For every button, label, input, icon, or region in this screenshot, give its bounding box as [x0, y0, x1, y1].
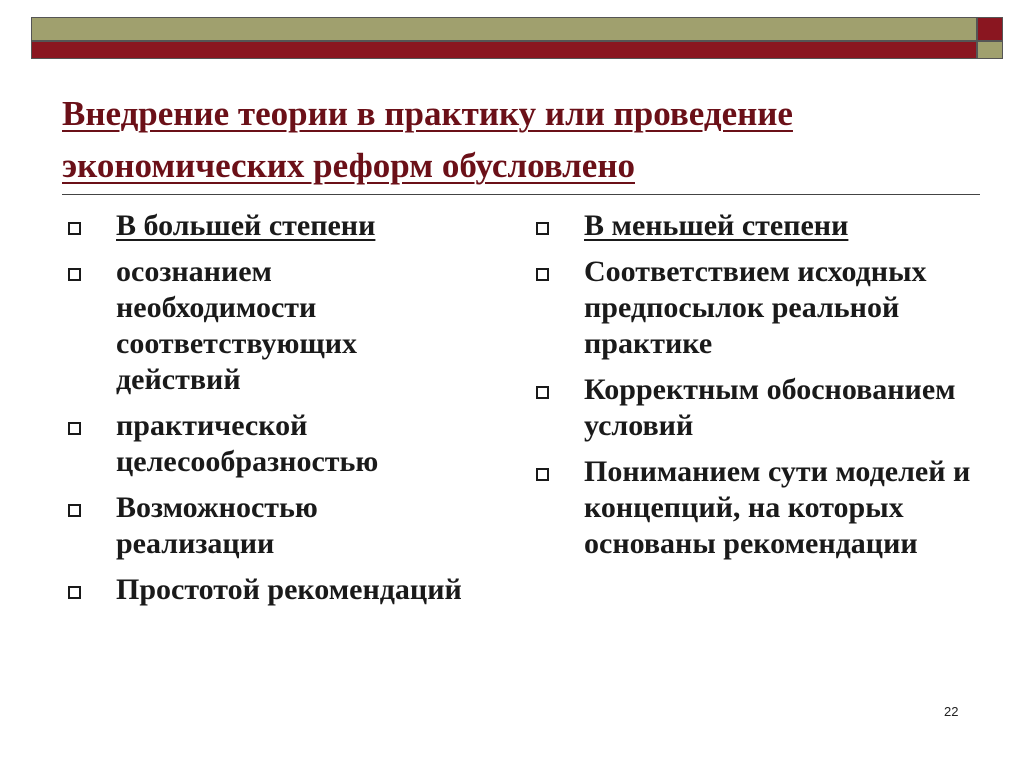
hollow-square-bullet-icon: [536, 386, 549, 399]
right-column-list: [534, 208, 984, 572]
header-band-bottom: [31, 41, 977, 59]
hollow-square-bullet-icon: [68, 222, 81, 235]
list-item-text: В меньшей степени: [584, 209, 849, 242]
slide-title-line-1: Внедрение теории в практику или проведение: [62, 94, 793, 133]
hollow-square-bullet-icon: [68, 268, 81, 281]
hollow-square-bullet-icon: [68, 422, 81, 435]
list-item-text: В большей степени: [116, 209, 376, 242]
hollow-square-bullet-icon: [536, 468, 549, 481]
list-item-text: Корректным обоснованием условий: [584, 373, 956, 442]
slide-title-line-2: экономических реформ обусловлено: [62, 146, 635, 185]
page-number: 22: [944, 704, 959, 719]
list-item: [66, 490, 466, 562]
hollow-square-bullet-icon: [536, 222, 549, 235]
list-item: [66, 408, 466, 480]
header-band-top: [31, 17, 977, 41]
header-corner-square-top: [977, 17, 1003, 41]
list-item: [534, 254, 984, 362]
list-item: [534, 454, 984, 562]
slide-title: [62, 88, 992, 192]
hollow-square-bullet-icon: [536, 268, 549, 281]
hollow-square-bullet-icon: [68, 504, 81, 517]
list-item-text: Пониманием сути моделей и концепций, на которых основаны рекомендации: [584, 455, 971, 560]
header-corner-square-bottom: [977, 41, 1003, 59]
hollow-square-bullet-icon: [68, 586, 81, 599]
list-item-text: практической целесообразностью: [116, 409, 379, 478]
list-item-heading: [66, 208, 466, 244]
list-item-text: Соответствием исходных предпосылок реальной практике: [584, 255, 927, 360]
list-item-heading: [534, 208, 984, 244]
list-item: [534, 372, 984, 444]
title-divider: [62, 194, 980, 195]
list-item: [66, 254, 466, 398]
list-item-text: осознанием необходимости соответствующих действий: [116, 255, 358, 396]
left-column-list: [66, 208, 466, 618]
list-item-text: Возможностью реализации: [116, 491, 318, 560]
list-item: [66, 572, 466, 608]
list-item-text: Простотой рекомендаций: [116, 573, 462, 606]
